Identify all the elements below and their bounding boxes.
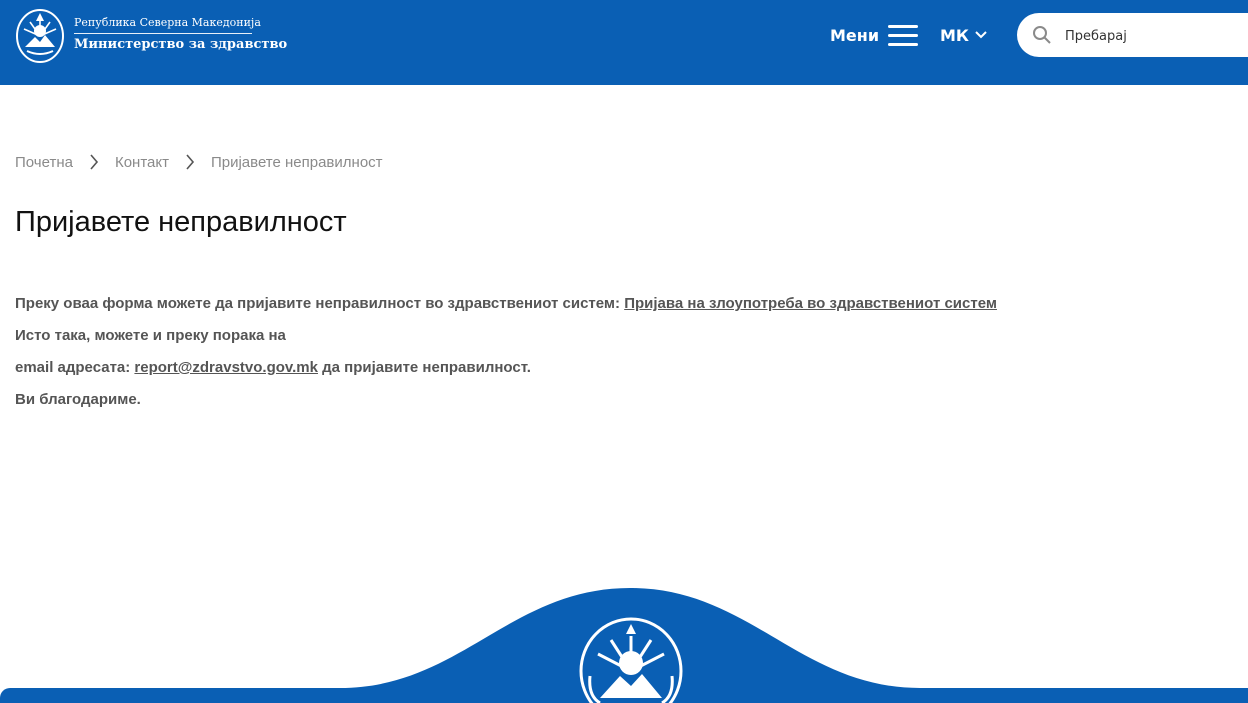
email-link[interactable]: report@zdravstvo.gov.mk (134, 359, 318, 376)
paragraph-also: Исто така, можете и преку порака на (15, 327, 286, 344)
breadcrumb (15, 152, 383, 172)
search-box (1017, 13, 1248, 57)
page-title: Пријавете неправилност (15, 206, 347, 238)
org-divider (74, 33, 252, 34)
menu-button[interactable] (830, 20, 918, 50)
coat-of-arms-icon[interactable] (15, 7, 65, 64)
search-icon[interactable] (1032, 25, 1052, 45)
chevron-right-icon (177, 152, 203, 172)
paragraph-thanks: Ви благодариме. (15, 391, 141, 408)
chevron-down-icon (975, 31, 987, 39)
coat-of-arms-icon (578, 616, 684, 703)
email-prefix: email адресата: (15, 359, 135, 376)
language-selector[interactable] (940, 20, 987, 50)
report-abuse-link[interactable]: Пријава на злоупотреба во здравствениот систем (624, 295, 997, 312)
email-suffix: да пријавите неправилност. (317, 359, 531, 376)
chevron-right-icon (81, 152, 107, 172)
org-title[interactable]: Министерство за здравство (74, 37, 288, 52)
hamburger-icon (888, 25, 918, 46)
site-header (0, 0, 1248, 85)
search-input[interactable] (1063, 23, 1237, 49)
menu-label: Мени (830, 25, 880, 45)
org-subtitle: Република Северна Македонија (74, 16, 261, 29)
breadcrumb-contact[interactable]: Контакт (114, 153, 169, 171)
page-content (15, 294, 1115, 422)
breadcrumb-home[interactable]: Почетна (15, 153, 73, 171)
intro-text: Преку оваа форма можете да пријавите неправилност во здравствениот систем: (15, 295, 625, 312)
paragraph-email (15, 358, 1115, 378)
breadcrumb-current: Пријавете неправилност (210, 153, 383, 171)
paragraph-intro (15, 294, 1115, 314)
language-label: МК (940, 25, 969, 45)
